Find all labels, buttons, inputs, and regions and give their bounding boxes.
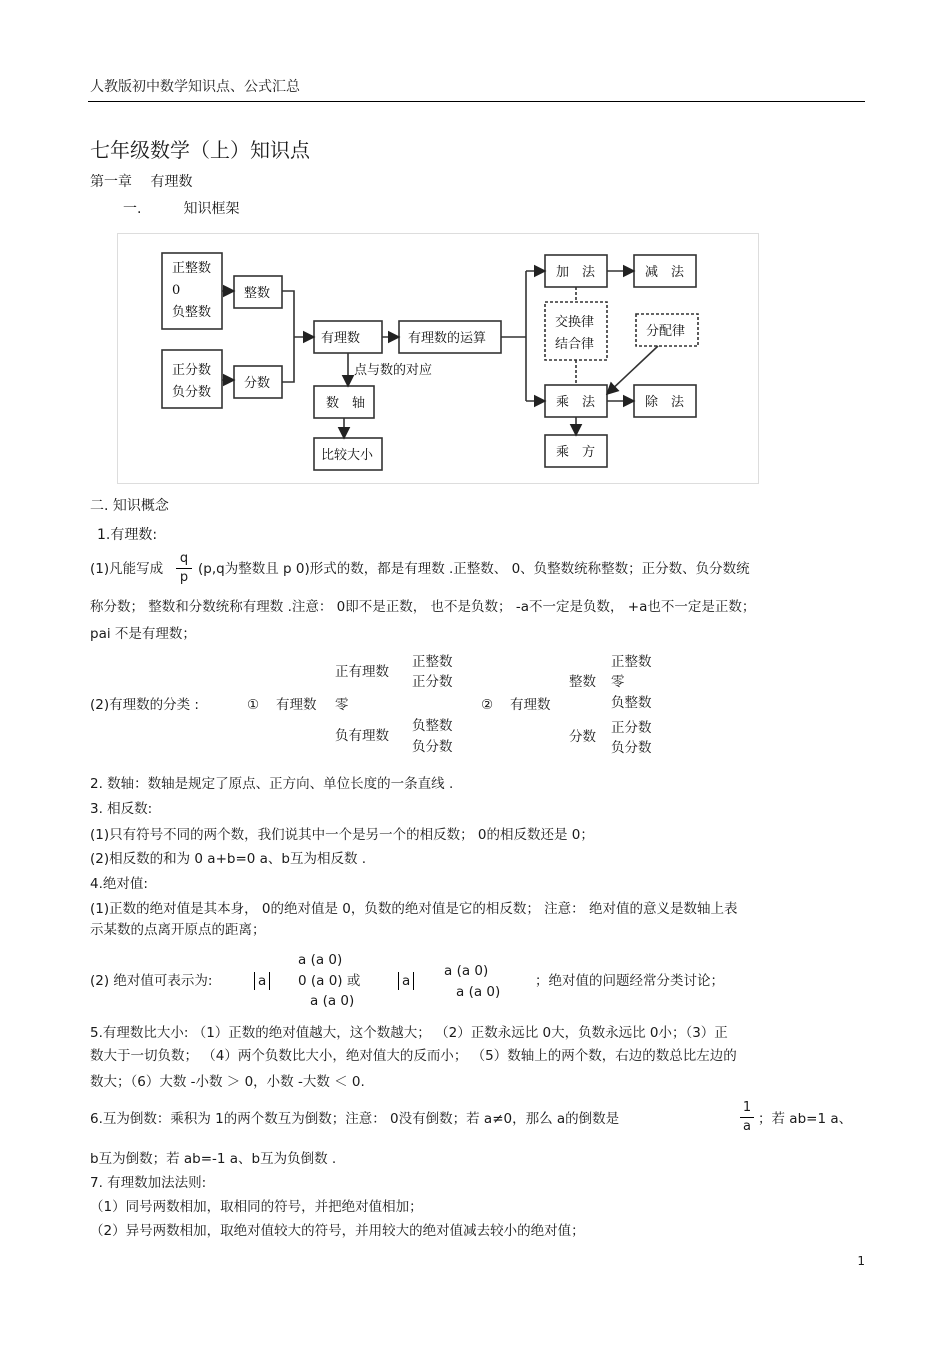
item-addition-heading: 7. 有理数加法法则: (90, 1175, 207, 1191)
fraction-numerator: 1 (742, 1100, 752, 1115)
label-neg-frac: 负分数 (172, 385, 212, 400)
page-number: 1 (857, 1254, 865, 1268)
label-sub: 减 法 (645, 265, 685, 280)
chapter-heading: 第一章 有理数 (90, 174, 193, 190)
abs-bar-2: a (398, 972, 414, 990)
item-rational-heading: 1.有理数: (97, 527, 158, 543)
fraction-one-over-a (740, 1100, 754, 1135)
classification-2-frac-pos: 正分数 (611, 720, 652, 736)
item-reciprocal-b: b互为倒数；若 ab=-1 a、b互为负倒数 . (90, 1151, 337, 1167)
abs-case-2b: a (a 0) (456, 984, 501, 1000)
classification-1-rational: 有理数 (276, 697, 317, 713)
absolute-cases-label: (2) 绝对值可表示为: (90, 973, 213, 989)
label-div: 除 法 (645, 395, 685, 410)
item-reciprocal-a: 6.互为倒数：乘积为 1的两个数互为倒数；注意： 0没有倒数；若 a≠0，那么 a的倒数是 (90, 1111, 620, 1127)
classification-1-pos-frac: 正分数 (412, 674, 453, 690)
running-header: 人教版初中数学知识点、公式汇总 (90, 79, 300, 95)
label-ops: 有理数的运算 (408, 331, 487, 346)
section-heading-concepts: 二. 知识概念 (90, 498, 169, 514)
label-distributive: 分配律 (646, 324, 686, 339)
classification-2-int-zero: 零 (611, 674, 625, 690)
abs-case-2a: a (a 0) (444, 963, 489, 979)
rational-def-post: (p,q为整数且 p 0)形式的数，都是有理数 .正整数、 0、负整数统称整数；正分数、负分数统 (198, 561, 750, 577)
item-absolute-heading: 4.绝对值: (90, 876, 148, 892)
section-heading-framework: 一. 知识框架 (123, 201, 240, 217)
label-fraction: 分数 (244, 376, 271, 391)
classification-marker-1: ① (247, 697, 260, 713)
item-opposite-heading: 3. 相反数: (90, 801, 153, 817)
classification-2-fraction: 分数 (569, 729, 596, 745)
item-compare-a: 5.有理数比大小: （1）正数的绝对值越大，这个数越大； （2）正数永远比 0大，负数永远比 0小；（3）正 (90, 1025, 728, 1041)
item-absolute-a: (1)正数的绝对值是其本身， 0的绝对值是 0，负数的绝对值是它的相反数； 注意： 绝对值的意义是数轴上表 (90, 901, 738, 917)
item-opposite-a: (1)只有符号不同的两个数，我们说其中一个是另一个的相反数； 0的相反数还是 0； (90, 827, 594, 843)
fraction-q-over-p (176, 551, 192, 586)
abs-bar-1: a (254, 972, 270, 990)
item-opposite-b: (2)相反数的和为 0 a+b=0 a、b互为相反数 . (90, 851, 367, 867)
label-axis: 数 轴 (326, 396, 366, 411)
label-commutative: 交换律 (555, 315, 595, 330)
label-pow: 乘 方 (556, 445, 596, 460)
classification-1-neg-frac: 负分数 (412, 739, 453, 755)
classification-2-int-neg: 负整数 (611, 695, 652, 711)
classification-2-int-pos: 正整数 (611, 654, 652, 670)
classification-marker-2: ② (481, 697, 494, 713)
label-zero: 0 (172, 283, 181, 298)
classification-2-rational: 有理数 (510, 697, 551, 713)
abs-case-1c: a (a 0) (310, 993, 355, 1009)
classification-1-pos: 正有理数 (335, 664, 389, 680)
fraction-denominator: p (179, 570, 189, 585)
label-pos-frac: 正分数 (172, 363, 212, 378)
rational-def-pre: (1)凡能写成 (90, 561, 164, 577)
fraction-numerator: q (179, 551, 189, 566)
label-compare: 比较大小 (321, 448, 374, 463)
classification-label: (2)有理数的分类 : (90, 697, 199, 713)
item-addition-a: （1）同号两数相加，取相同的符号，并把绝对值相加； (90, 1199, 423, 1215)
knowledge-framework-diagram (117, 233, 759, 484)
classification-1-neg: 负有理数 (335, 728, 389, 744)
fraction-denominator: a (743, 1119, 751, 1134)
abs-case-1b: 0 (a 0) 或 (298, 973, 361, 989)
label-correspondence: 点与数的对应 (354, 363, 433, 378)
label-mul: 乘 法 (556, 395, 596, 410)
item-reciprocal-a2: ；若 ab=1 a、 (758, 1111, 853, 1127)
label-pos-int: 正整数 (172, 261, 212, 276)
abs-case-1a: a (a 0) (298, 952, 343, 968)
header-rule (88, 101, 865, 102)
classification-1-zero: 零 (335, 697, 349, 713)
item-compare-b: 数大于一切负数； （4）两个负数比大小，绝对值大的反而小； （5）数轴上的两个数，右边的数总比左边的 (90, 1048, 737, 1064)
item-compare-c: 数大；（6）大数 -小数 ＞ 0，小数 -大数 ＜ 0. (90, 1074, 365, 1090)
item-absolute-b: 示某数的点离开原点的距离； (90, 922, 266, 938)
label-associative: 结合律 (555, 337, 595, 352)
classification-2-frac-neg: 负分数 (611, 740, 652, 756)
abs-tail: ；绝对值的问题经常分类讨论； (535, 973, 724, 989)
label-rational: 有理数 (321, 331, 361, 346)
rational-def-line2: 称分数； 整数和分数统称有理数 .注意： 0即不是正数， 也不是负数； -a不一定是负数， +a也不一定是正数； (90, 599, 756, 615)
classification-1-pos-int: 正整数 (412, 654, 453, 670)
label-neg-int: 负整数 (172, 305, 212, 320)
rational-def-line3: pai 不是有理数； (90, 626, 196, 642)
classification-2-integer: 整数 (569, 674, 596, 690)
label-integer: 整数 (244, 286, 271, 301)
label-add: 加 法 (556, 265, 596, 280)
item-number-line: 2. 数轴：数轴是规定了原点、正方向、单位长度的一条直线 . (90, 776, 454, 792)
page-title: 七年级数学（上）知识点 (90, 138, 310, 162)
classification-1-neg-int: 负整数 (412, 718, 453, 734)
item-addition-b: （2）异号两数相加，取绝对值较大的符号，并用较大的绝对值减去较小的绝对值； (90, 1223, 585, 1239)
